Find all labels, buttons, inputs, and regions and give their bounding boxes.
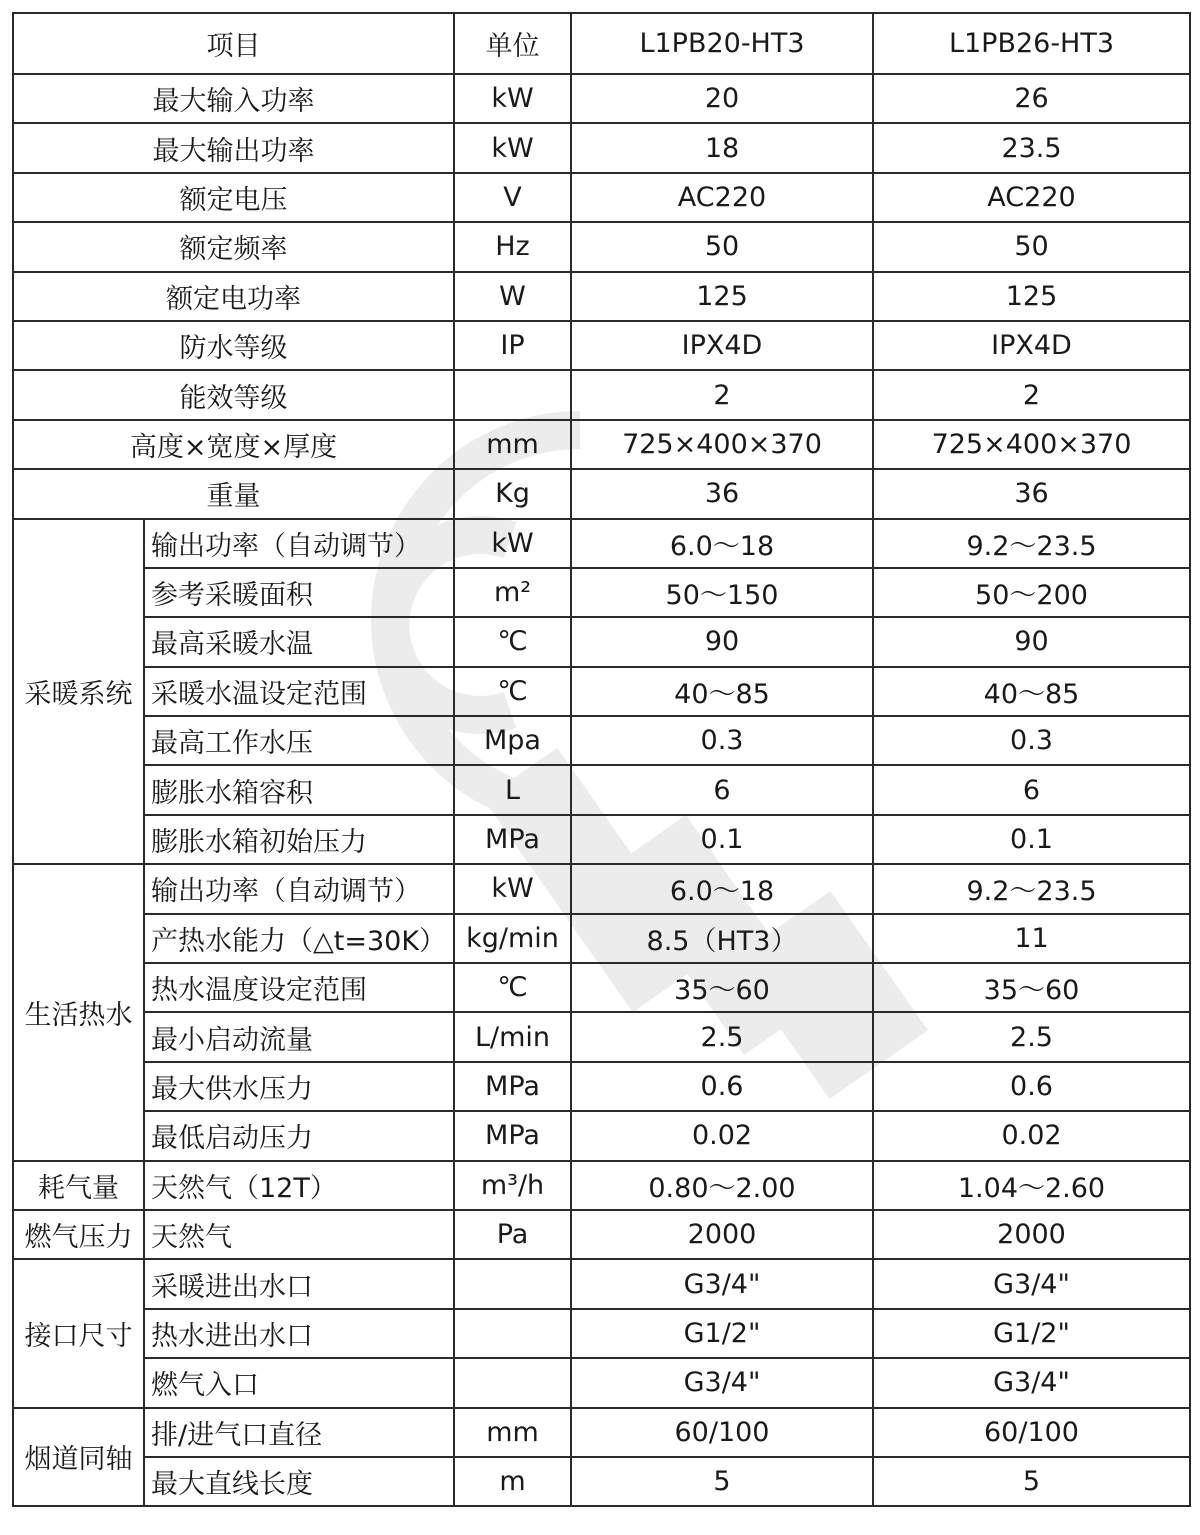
value-cell-model-2: 2.5 bbox=[873, 1012, 1190, 1061]
sub-item-cell: 采暖水温设定范围 bbox=[144, 667, 454, 716]
sub-item-cell: 热水进出水口 bbox=[144, 1309, 454, 1358]
value-cell-model-2: 36 bbox=[873, 469, 1190, 518]
value-cell-model-2: 50 bbox=[873, 222, 1190, 271]
table-row bbox=[13, 222, 1190, 271]
item-cell: 额定电压 bbox=[13, 173, 454, 222]
value-cell-model-1: 2000 bbox=[571, 1210, 873, 1259]
value-cell-model-2: 0.6 bbox=[873, 1062, 1190, 1111]
value-cell-model-2: 1.04～2.60 bbox=[873, 1161, 1190, 1210]
unit-cell bbox=[454, 1309, 571, 1358]
unit-cell bbox=[454, 370, 571, 419]
unit-cell: V bbox=[454, 173, 571, 222]
table-row bbox=[13, 815, 1190, 864]
item-cell: 最大输出功率 bbox=[13, 123, 454, 172]
value-cell-model-2: 40～85 bbox=[873, 667, 1190, 716]
sub-item-cell: 最小启动流量 bbox=[144, 1012, 454, 1061]
unit-cell: kg/min bbox=[454, 914, 571, 963]
value-cell-model-1: 60/100 bbox=[571, 1408, 873, 1457]
value-cell-model-2: AC220 bbox=[873, 173, 1190, 222]
value-cell-model-1: 5 bbox=[571, 1457, 873, 1506]
value-cell-model-2: 0.1 bbox=[873, 815, 1190, 864]
value-cell-model-2: G3/4" bbox=[873, 1358, 1190, 1407]
value-cell-model-1: 50～150 bbox=[571, 568, 873, 617]
unit-cell: ℃ bbox=[454, 963, 571, 1012]
unit-cell: MPa bbox=[454, 815, 571, 864]
value-cell-model-1: G3/4" bbox=[571, 1358, 873, 1407]
table-row bbox=[13, 519, 1190, 568]
item-cell: 额定频率 bbox=[13, 222, 454, 271]
group-label-cell: 接口尺寸 bbox=[13, 1259, 144, 1407]
sub-item-cell: 输出功率（自动调节） bbox=[144, 519, 454, 568]
table-row bbox=[13, 963, 1190, 1012]
unit-cell: mm bbox=[454, 420, 571, 469]
table-row bbox=[13, 617, 1190, 666]
sub-item-cell: 燃气入口 bbox=[144, 1358, 454, 1407]
sub-item-cell: 产热水能力（△t=30K） bbox=[144, 914, 454, 963]
value-cell-model-1: 6.0～18 bbox=[571, 519, 873, 568]
sub-item-cell: 膨胀水箱容积 bbox=[144, 765, 454, 814]
value-cell-model-2: 26 bbox=[873, 74, 1190, 123]
value-cell-model-1: IPX4D bbox=[571, 321, 873, 370]
group-label-cell: 耗气量 bbox=[13, 1161, 144, 1210]
table-row bbox=[13, 1062, 1190, 1111]
header-row bbox=[13, 13, 1190, 74]
table-row bbox=[13, 1111, 1190, 1160]
value-cell-model-1: 725×400×370 bbox=[571, 420, 873, 469]
unit-cell: m² bbox=[454, 568, 571, 617]
value-cell-model-2: G3/4" bbox=[873, 1259, 1190, 1308]
table-row bbox=[13, 1408, 1190, 1457]
header-item: 项目 bbox=[13, 13, 454, 74]
unit-cell: kW bbox=[454, 864, 571, 913]
unit-cell: kW bbox=[454, 519, 571, 568]
value-cell-model-1: G3/4" bbox=[571, 1259, 873, 1308]
value-cell-model-2: 5 bbox=[873, 1457, 1190, 1506]
unit-cell: kW bbox=[454, 123, 571, 172]
value-cell-model-1: 6 bbox=[571, 765, 873, 814]
value-cell-model-2: 2000 bbox=[873, 1210, 1190, 1259]
value-cell-model-1: G1/2" bbox=[571, 1309, 873, 1358]
item-cell: 防水等级 bbox=[13, 321, 454, 370]
item-cell: 额定电功率 bbox=[13, 272, 454, 321]
item-cell: 最大输入功率 bbox=[13, 74, 454, 123]
table-row bbox=[13, 1259, 1190, 1308]
table-row bbox=[13, 1309, 1190, 1358]
group-label-cell: 采暖系统 bbox=[13, 519, 144, 865]
header-model-2: L1PB26-HT3 bbox=[873, 13, 1190, 74]
table-row bbox=[13, 321, 1190, 370]
unit-cell: Kg bbox=[454, 469, 571, 518]
value-cell-model-1: 18 bbox=[571, 123, 873, 172]
table-row bbox=[13, 370, 1190, 419]
value-cell-model-1: 36 bbox=[571, 469, 873, 518]
header-unit: 单位 bbox=[454, 13, 571, 74]
table-row bbox=[13, 74, 1190, 123]
table-row bbox=[13, 1012, 1190, 1061]
sub-item-cell: 输出功率（自动调节） bbox=[144, 864, 454, 913]
unit-cell: L bbox=[454, 765, 571, 814]
item-cell: 高度×宽度×厚度 bbox=[13, 420, 454, 469]
unit-cell: Pa bbox=[454, 1210, 571, 1259]
value-cell-model-1: 50 bbox=[571, 222, 873, 271]
unit-cell: mm bbox=[454, 1408, 571, 1457]
table-row bbox=[13, 667, 1190, 716]
value-cell-model-2: 6 bbox=[873, 765, 1190, 814]
value-cell-model-2: 9.2～23.5 bbox=[873, 864, 1190, 913]
table-row bbox=[13, 469, 1190, 518]
table-row bbox=[13, 765, 1190, 814]
unit-cell: m³/h bbox=[454, 1161, 571, 1210]
sub-item-cell: 天然气（12T） bbox=[144, 1161, 454, 1210]
table-row bbox=[13, 420, 1190, 469]
value-cell-model-2: 50～200 bbox=[873, 568, 1190, 617]
sub-item-cell: 参考采暖面积 bbox=[144, 568, 454, 617]
spec-table-body bbox=[13, 13, 1190, 1506]
value-cell-model-1: 40～85 bbox=[571, 667, 873, 716]
sub-item-cell: 热水温度设定范围 bbox=[144, 963, 454, 1012]
value-cell-model-1: 35～60 bbox=[571, 963, 873, 1012]
unit-cell: MPa bbox=[454, 1111, 571, 1160]
value-cell-model-1: 8.5（HT3） bbox=[571, 914, 873, 963]
value-cell-model-2: 725×400×370 bbox=[873, 420, 1190, 469]
table-row bbox=[13, 173, 1190, 222]
value-cell-model-1: 20 bbox=[571, 74, 873, 123]
value-cell-model-1: 0.6 bbox=[571, 1062, 873, 1111]
value-cell-model-1: 0.1 bbox=[571, 815, 873, 864]
value-cell-model-2: 60/100 bbox=[873, 1408, 1190, 1457]
unit-cell: kW bbox=[454, 74, 571, 123]
unit-cell: m bbox=[454, 1457, 571, 1506]
sub-item-cell: 最高工作水压 bbox=[144, 716, 454, 765]
value-cell-model-2: 23.5 bbox=[873, 123, 1190, 172]
unit-cell: MPa bbox=[454, 1062, 571, 1111]
value-cell-model-2: 9.2～23.5 bbox=[873, 519, 1190, 568]
group-label-cell: 燃气压力 bbox=[13, 1210, 144, 1259]
unit-cell bbox=[454, 1259, 571, 1308]
value-cell-model-1: AC220 bbox=[571, 173, 873, 222]
table-row bbox=[13, 1161, 1190, 1210]
value-cell-model-1: 0.02 bbox=[571, 1111, 873, 1160]
unit-cell: ℃ bbox=[454, 617, 571, 666]
unit-cell bbox=[454, 1358, 571, 1407]
unit-cell: W bbox=[454, 272, 571, 321]
group-label-cell: 生活热水 bbox=[13, 864, 144, 1160]
unit-cell: Mpa bbox=[454, 716, 571, 765]
sub-item-cell: 排/进气口直径 bbox=[144, 1408, 454, 1457]
table-row bbox=[13, 123, 1190, 172]
group-label-cell: 烟道同轴 bbox=[13, 1408, 144, 1507]
value-cell-model-1: 2 bbox=[571, 370, 873, 419]
value-cell-model-2: 35～60 bbox=[873, 963, 1190, 1012]
spec-table bbox=[12, 12, 1191, 1507]
table-row bbox=[13, 914, 1190, 963]
sub-item-cell: 最高采暖水温 bbox=[144, 617, 454, 666]
value-cell-model-1: 125 bbox=[571, 272, 873, 321]
value-cell-model-2: 0.02 bbox=[873, 1111, 1190, 1160]
value-cell-model-1: 90 bbox=[571, 617, 873, 666]
sub-item-cell: 膨胀水箱初始压力 bbox=[144, 815, 454, 864]
unit-cell: L/min bbox=[454, 1012, 571, 1061]
value-cell-model-1: 0.3 bbox=[571, 716, 873, 765]
table-row bbox=[13, 1210, 1190, 1259]
value-cell-model-1: 0.80～2.00 bbox=[571, 1161, 873, 1210]
sub-item-cell: 采暖进出水口 bbox=[144, 1259, 454, 1308]
sub-item-cell: 最大供水压力 bbox=[144, 1062, 454, 1111]
table-row bbox=[13, 864, 1190, 913]
value-cell-model-1: 2.5 bbox=[571, 1012, 873, 1061]
sub-item-cell: 天然气 bbox=[144, 1210, 454, 1259]
value-cell-model-2: G1/2" bbox=[873, 1309, 1190, 1358]
unit-cell: Hz bbox=[454, 222, 571, 271]
value-cell-model-2: IPX4D bbox=[873, 321, 1190, 370]
table-row bbox=[13, 568, 1190, 617]
value-cell-model-1: 6.0～18 bbox=[571, 864, 873, 913]
value-cell-model-2: 0.3 bbox=[873, 716, 1190, 765]
value-cell-model-2: 125 bbox=[873, 272, 1190, 321]
table-row bbox=[13, 272, 1190, 321]
item-cell: 重量 bbox=[13, 469, 454, 518]
value-cell-model-2: 90 bbox=[873, 617, 1190, 666]
value-cell-model-2: 11 bbox=[873, 914, 1190, 963]
sub-item-cell: 最大直线长度 bbox=[144, 1457, 454, 1506]
table-row bbox=[13, 716, 1190, 765]
table-row bbox=[13, 1358, 1190, 1407]
unit-cell: ℃ bbox=[454, 667, 571, 716]
unit-cell: IP bbox=[454, 321, 571, 370]
sub-item-cell: 最低启动压力 bbox=[144, 1111, 454, 1160]
item-cell: 能效等级 bbox=[13, 370, 454, 419]
header-model-1: L1PB20-HT3 bbox=[571, 13, 873, 74]
table-row bbox=[13, 1457, 1190, 1506]
value-cell-model-2: 2 bbox=[873, 370, 1190, 419]
